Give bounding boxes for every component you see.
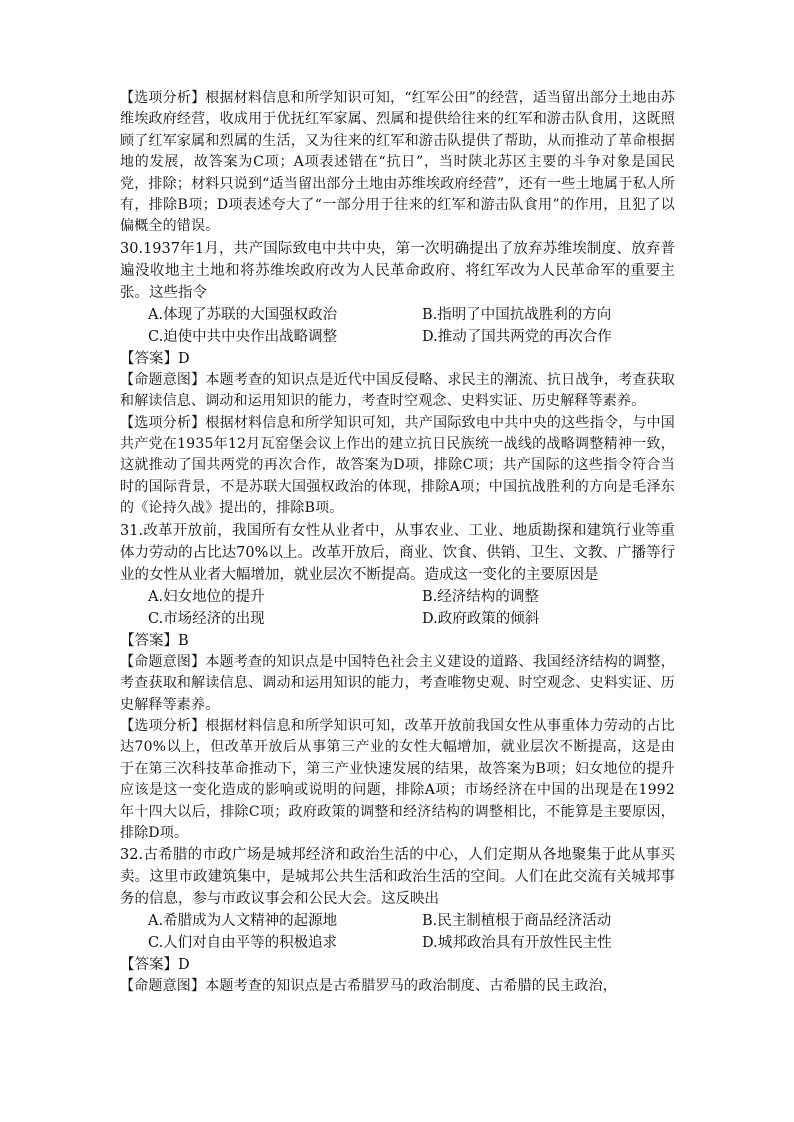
intent-q31: 【命题意图】本题考查的知识点是中国特色社会主义建设的道路、我国经济结构的调整，考查获取和解读信息、调动和运用知识的能力，考查唯物史观、时空观念、史料实证、历史解释等素养。 <box>120 653 675 713</box>
option-b: B.民主制植根于商品经济活动 <box>422 913 612 930</box>
options-q30 <box>120 304 675 348</box>
option-c: C.人们对自由平等的积极追求 <box>148 935 338 952</box>
question-30: 30.1937年1月，共产国际致电中共中央，第一次明确提出了放弃苏维埃制度、放弃普遍没收地主土地和将苏维埃政府改为人民革命政府、将红军改为人民革命军的重要主张。这些指令 <box>120 240 675 301</box>
answer-q31: 【答案】B <box>120 632 189 649</box>
intent-q30: 【命题意图】本题考查的知识点是近代中国反侵略、求民主的潮流、抗日战争，考查获取和解读信息、调动和运用知识的能力，考查时空观念、史料实证、历史解释等素养。 <box>120 371 675 410</box>
option-b: B.经济结构的调整 <box>422 588 539 605</box>
option-b: B.指明了中国抗战胜利的方向 <box>422 306 612 323</box>
question-31: 31.改革开放前，我国所有女性从业者中，从事农业、工业、地质勘探和建筑行业等重体力劳动的占比达70%以上。改革开放后，商业、饮食、供销、卫生、文教、广播等行业的女性从业者大幅增加，就业层次不断提高。造成这一变化的主要原因是 <box>120 522 675 583</box>
options-q31 <box>120 586 675 630</box>
answer-q30: 【答案】D <box>120 350 190 367</box>
analysis-q30: 【选项分析】根据材料信息和所学知识可知，共产国际致电中共中央的这些指令，与中国共产党在1935年12月瓦窑堡会议上作出的建立抗日民族统一战线的战略调整精神一致，这就推动了国共两党的再次合作，故答案为D项，排除C项；共产国际的这些指令符合当时的国际背景，不是苏联大国强权政治的体现，排除A项；中国抗战胜利的方向是毛泽东的《论持久战》提出的，排除B项。 <box>120 414 675 517</box>
question-32: 32.古希腊的市政广场是城邦经济和政治生活的中心，人们定期从各地聚集于此从事买卖。这里市政建筑集中，是城邦公共生活和政治生活的空间。人们在此交流有关城邦事务的信息，参与市政议事会和公民大会。这反映出 <box>120 847 675 908</box>
option-a: A.妇女地位的提升 <box>148 588 265 605</box>
intent-q32: 【命题意图】本题考查的知识点是古希腊罗马的政治制度、古希腊的民主政治， <box>120 978 617 995</box>
option-a: A.希腊成为人文精神的起源地 <box>148 913 338 930</box>
option-c: C.市场经济的出现 <box>148 610 265 627</box>
option-c: C.迫使中共中央作出战略调整 <box>148 328 338 345</box>
option-d: D.推动了国共两党的再次合作 <box>422 328 612 345</box>
options-q32 <box>120 910 675 954</box>
answer-q32: 【答案】D <box>120 957 190 974</box>
option-a: A.体现了苏联的大国强权政治 <box>148 306 338 323</box>
analysis-q29: 【选项分析】根据材料信息和所学知识可知，“红军公田”的经营，适当留出部分土地由苏维埃政府经营，收成用于优抚红军家属、烈属和提供给往来的红军和游击队食用，这既照顾了红军家属和烈属的生活，又为往来的红军和游击队提供了帮助，从而推动了革命根据地的发展，故答案为C项；A项表述错在“抗日”，当时陕北苏区主要的斗争对象是国民党，排除；材料只说到“适当留出部分土地由苏维埃政府经营”，还有一些土地属于私人所有，排除B项；D项表述夸大了“一部分用于往来的红军和游击队食用”的作用，且犯了以偏概全的错误。 <box>120 90 675 235</box>
option-d: D.政府政策的倾斜 <box>422 610 540 627</box>
option-d: D.城邦政治具有开放性民主性 <box>422 935 612 952</box>
document-page <box>120 88 675 998</box>
analysis-q31: 【选项分析】根据材料信息和所学知识可知，改革开放前我国女性从事重体力劳动的占比达70%以上，但改革开放后从事第三产业的女性大幅增加，就业层次不断提高，这是由于在第三次科技革命推动下，第三产业快速发展的结果，故答案为B项；妇女地位的提升应该是这一变化造成的影响或说明的问题，排除A项；市场经济在中国的出现是在1992年十四大以后，排除C项；政府政策的调整和经济结构的调整相比，不能算是主要原因，排除D项。 <box>120 717 675 841</box>
